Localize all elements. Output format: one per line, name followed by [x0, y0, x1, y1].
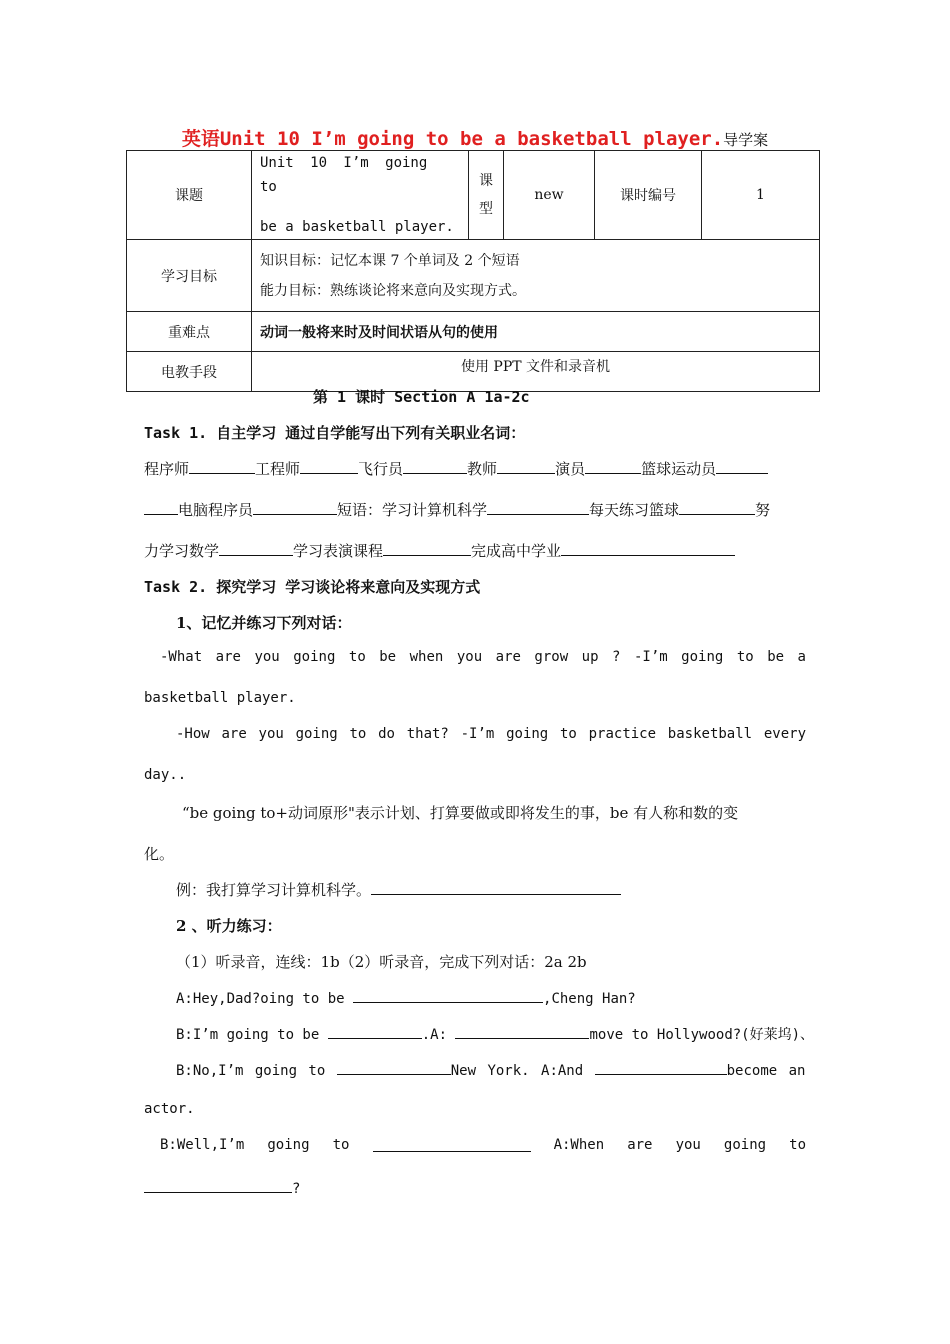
l3-blank-1[interactable] [337, 1060, 451, 1075]
l4-part-h: to [789, 1137, 806, 1153]
listening-line-3b: actor. [144, 1101, 195, 1117]
goal-line-1: 知识目标：记忆本课 7 个单词及 2 个短语 [260, 252, 520, 269]
listening-line-2 [176, 1024, 814, 1044]
word-basketball-player: 篮球运动员 [641, 460, 717, 478]
l2-part-a: B:I’m going to be [176, 1027, 320, 1043]
blank-7[interactable] [253, 500, 337, 515]
blank-5[interactable] [585, 459, 641, 474]
blank-1[interactable] [189, 459, 255, 474]
blank-2[interactable] [300, 459, 358, 474]
blank-12[interactable] [561, 541, 735, 556]
listening-line-5 [144, 1178, 300, 1197]
phrase-study-math-start: 努 [755, 501, 771, 519]
subheading-2: 2 、听力练习： [176, 917, 282, 935]
grammar-note-line-a: “be going to+动词原形"表示计划、打算要做或即将发生的事，be 有人称和数的变 [182, 804, 739, 822]
table-row-goals [127, 240, 820, 312]
l4-part-d: A:When [553, 1137, 605, 1153]
page-title [0, 124, 950, 151]
word-actor: 演员 [555, 460, 586, 478]
type-label-1: 课 [479, 173, 493, 189]
task2-title: Task 2. 探究学习 学习谈论将来意向及实现方式 [144, 578, 481, 596]
blank-6[interactable] [716, 459, 768, 474]
dialog-1-line-a: -What are you going to be when you are grow up ? -I’m going to be a [160, 649, 806, 665]
task1-line-3 [144, 540, 735, 561]
topic-line-2: be a basketball player. [260, 219, 454, 235]
media-value: 使用 PPT 文件和录音机 [252, 352, 820, 392]
l2-blank-1[interactable] [328, 1024, 422, 1039]
task1-line-1 [144, 458, 768, 479]
phrase-finish-high-school: 完成高中学业 [471, 542, 562, 560]
dialog-2-line-b: day.. [144, 767, 187, 783]
table-row-topic [127, 151, 820, 240]
l1-part-a: A:Hey,Dad?oing to be [176, 991, 345, 1007]
l3-blank-2[interactable] [595, 1060, 727, 1075]
blank-6b[interactable] [144, 500, 178, 515]
topic-label: 课题 [127, 151, 252, 240]
l4-part-a: B:Well,I’m [160, 1137, 245, 1153]
l3-part-b: New York. A:And [450, 1063, 584, 1079]
phrase-study-math-end: 力学习数学 [144, 542, 220, 560]
example-text: 例：我打算学习计算机科学。 [176, 881, 372, 899]
l1-part-b: ,Cheng Han? [543, 991, 636, 1007]
section-heading: 第 1 课时 Section A 1a-2c [313, 388, 530, 406]
listening-line-4 [160, 1137, 806, 1153]
blank-11[interactable] [383, 541, 471, 556]
table-row-key [127, 312, 820, 352]
title-main: 英语Unit 10 I’m going to be a basketball player. [181, 128, 724, 150]
l4-part-b: going [267, 1137, 310, 1153]
l5-blank[interactable] [144, 1178, 292, 1193]
goal-label: 学习目标 [127, 240, 252, 312]
task1-line-2 [144, 499, 770, 520]
blank-8[interactable] [487, 500, 589, 515]
media-label: 电教手段 [127, 352, 252, 392]
blank-4[interactable] [497, 459, 555, 474]
listening-instructions: （1）听录音，连线：1b（2）听录音，完成下列对话：2a 2b [176, 953, 587, 971]
blank-10[interactable] [219, 541, 293, 556]
l5-end: ? [292, 1181, 301, 1197]
l2-blank-2[interactable] [455, 1024, 589, 1039]
goal-value [252, 240, 820, 312]
subheading-1: 1、记忆并练习下列对话： [176, 614, 352, 632]
phrase-computer-science: 短语：学习计算机科学 [337, 501, 488, 519]
l4-part-f: you [675, 1137, 701, 1153]
lesson-no-label: 课时编号 [595, 151, 702, 240]
l2-part-c: move to Hollywood?(好莱坞)、 [589, 1027, 815, 1043]
key-label: 重难点 [127, 312, 252, 352]
listening-line-1 [176, 988, 636, 1007]
phrase-practice-basketball: 每天练习篮球 [589, 501, 680, 519]
word-computer-programmer: 电脑程序员 [178, 501, 254, 519]
example-line [176, 879, 621, 900]
l3-part-c: become an [726, 1063, 806, 1079]
listening-line-3 [176, 1060, 805, 1079]
info-table [126, 150, 820, 392]
title-suffix: 导学案 [723, 131, 769, 149]
l4-part-g: going [723, 1137, 767, 1153]
goal-line-2: 能力目标：熟练谈论将来意向及实现方式。 [260, 282, 526, 299]
type-label [469, 151, 504, 240]
l1-blank[interactable] [353, 988, 543, 1003]
topic-line-1: Unit 10 I’m going to [260, 155, 428, 195]
l4-part-c: to [332, 1137, 350, 1153]
key-value: 动词一般将来时及时间状语从句的使用 [252, 312, 820, 352]
l2-part-b: .A: [421, 1027, 448, 1043]
blank-9[interactable] [679, 500, 755, 515]
task1-title: Task 1. 自主学习 通过自学能写出下列有关职业名词： [144, 424, 526, 442]
l4-part-e: are [627, 1137, 653, 1153]
lesson-no-value: 1 [702, 151, 820, 240]
word-teacher: 教师 [467, 460, 498, 478]
blank-3[interactable] [403, 459, 467, 474]
word-pilot: 飞行员 [358, 460, 404, 478]
grammar-note-line-b: 化。 [144, 845, 175, 863]
word-programmer: 程序师 [144, 460, 190, 478]
type-label-2: 型 [479, 201, 493, 217]
dialog-1-line-b: basketball player. [144, 690, 296, 706]
example-blank[interactable] [371, 880, 621, 895]
l3-part-a: B:No,I’m going to [176, 1063, 326, 1079]
dialog-2-line-a: -How are you going to do that? -I’m going to practice basketball every [176, 726, 806, 742]
phrase-acting-lessons: 学习表演课程 [293, 542, 384, 560]
topic-value [252, 151, 469, 240]
l4-blank[interactable] [373, 1137, 531, 1152]
type-value: new [504, 151, 595, 240]
word-engineer: 工程师 [255, 460, 301, 478]
